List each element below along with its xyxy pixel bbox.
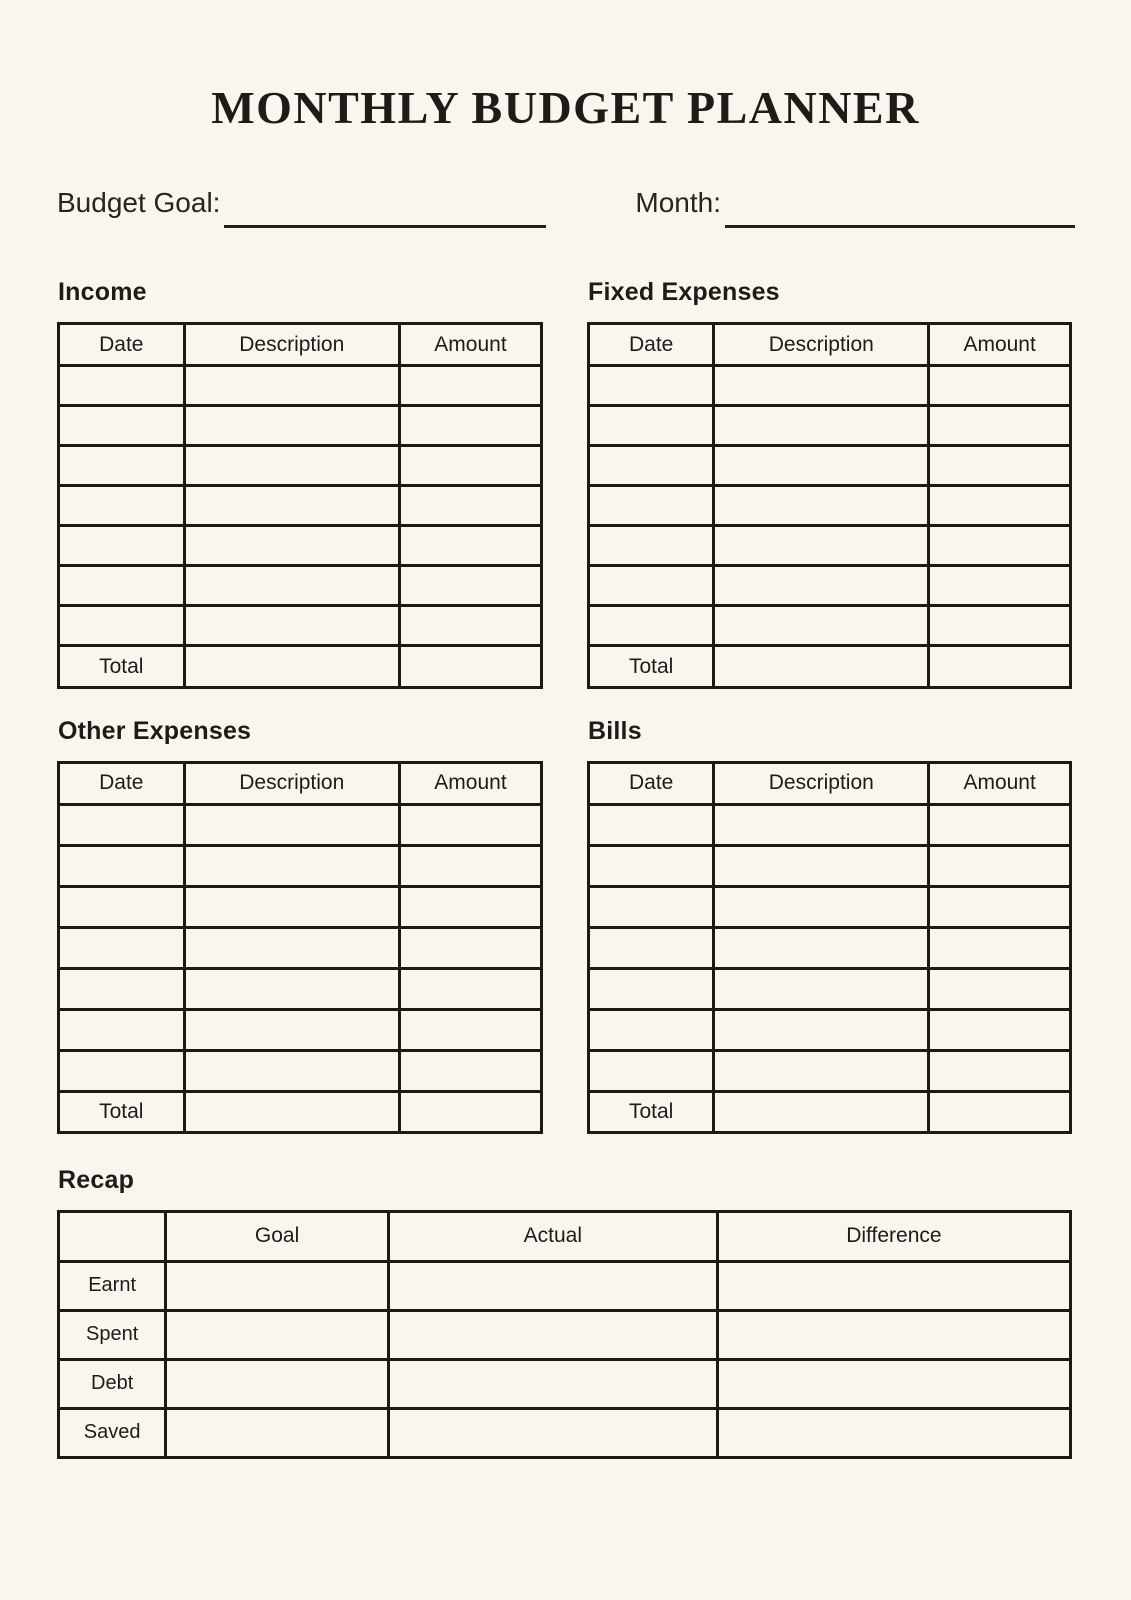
other-expenses-total-amount-cell [399, 1091, 541, 1132]
other-expenses-empty-cell [59, 968, 185, 1009]
bills-empty-cell [589, 1050, 714, 1091]
bills-empty-row [589, 886, 1071, 927]
fixed-expenses-empty-row [589, 566, 1071, 606]
income-empty-row [59, 526, 542, 566]
other-expenses-total-label: Total [59, 1091, 185, 1132]
income-col-description: Description [184, 324, 399, 366]
bills-empty-cell [714, 886, 929, 927]
income-total-label: Total [59, 646, 185, 688]
income-empty-row [59, 606, 542, 646]
fixed-expenses-empty-row [589, 446, 1071, 486]
month-label: Month: [635, 187, 721, 219]
bills-empty-cell [929, 1009, 1071, 1050]
bills-empty-cell [929, 804, 1071, 845]
income-empty-cell [184, 486, 399, 526]
recap-table [57, 1210, 1072, 1459]
fixed-expenses-empty-row [589, 406, 1071, 446]
fixed-expenses-empty-row [589, 526, 1071, 566]
recap-row-label-saved: Saved [59, 1408, 166, 1457]
bills-empty-row [589, 968, 1071, 1009]
income-heading: Income [58, 278, 147, 307]
bills-col-amount: Amount [929, 762, 1071, 804]
recap-empty-cell [166, 1261, 389, 1310]
other-expenses-empty-cell [59, 1050, 185, 1091]
fixed-expenses-empty-cell [929, 566, 1071, 606]
recap-empty-cell [388, 1310, 717, 1359]
income-col-amount: Amount [399, 324, 541, 366]
other-expenses-empty-row [59, 927, 542, 968]
fixed-expenses-empty-cell [589, 486, 714, 526]
bills-empty-cell [929, 1050, 1071, 1091]
budget-tables-grid [57, 278, 1072, 1134]
fixed-expenses-empty-cell [589, 446, 714, 486]
fixed-expenses-empty-row [589, 366, 1071, 406]
bills-empty-cell [589, 968, 714, 1009]
other-expenses-empty-cell [59, 927, 185, 968]
other-expenses-empty-cell [399, 1009, 541, 1050]
bills-empty-cell [714, 804, 929, 845]
bills-empty-cell [929, 968, 1071, 1009]
other-expenses-empty-cell [184, 1050, 399, 1091]
recap-row-spent [59, 1310, 1071, 1359]
income-empty-cell [184, 366, 399, 406]
income-table [57, 322, 543, 689]
recap-row-earnt [59, 1261, 1071, 1310]
other-expenses-empty-cell [59, 845, 185, 886]
bills-empty-row [589, 804, 1071, 845]
section-fixed-expenses [587, 278, 1072, 689]
recap-row-saved [59, 1408, 1071, 1457]
fixed-expenses-empty-cell [929, 486, 1071, 526]
income-empty-row [59, 486, 542, 526]
recap-empty-cell [388, 1359, 717, 1408]
month-line [725, 194, 1075, 228]
recap-empty-cell [717, 1408, 1070, 1457]
recap-header-row [59, 1211, 1071, 1261]
income-empty-cell [399, 566, 541, 606]
recap-empty-cell [166, 1359, 389, 1408]
budget-goal-field [57, 186, 546, 220]
bills-empty-cell [929, 845, 1071, 886]
recap-row-label-earnt: Earnt [59, 1261, 166, 1310]
bills-empty-cell [714, 845, 929, 886]
income-total-row [59, 646, 542, 688]
bills-empty-cell [929, 886, 1071, 927]
recap-row-label-spent: Spent [59, 1310, 166, 1359]
page-title: MONTHLY BUDGET PLANNER [211, 82, 920, 133]
fixed-expenses-empty-cell [714, 406, 929, 446]
other-expenses-empty-cell [184, 804, 399, 845]
fixed-expenses-total-label: Total [589, 646, 714, 688]
other-expenses-empty-cell [59, 886, 185, 927]
fixed-expenses-empty-row [589, 486, 1071, 526]
income-empty-cell [184, 606, 399, 646]
budget-goal-line [224, 194, 546, 228]
recap-empty-cell [717, 1261, 1070, 1310]
section-income [57, 278, 543, 689]
other-expenses-table [57, 761, 543, 1134]
other-expenses-empty-cell [184, 845, 399, 886]
bills-header-row [589, 762, 1071, 804]
bills-total-description-cell [714, 1091, 929, 1132]
fixed-expenses-empty-cell [929, 366, 1071, 406]
income-empty-row [59, 446, 542, 486]
fixed-expenses-total-description-cell [714, 646, 929, 688]
income-empty-cell [59, 406, 185, 446]
fixed-expenses-empty-cell [714, 526, 929, 566]
other-expenses-empty-cell [184, 968, 399, 1009]
bills-empty-cell [714, 968, 929, 1009]
fixed-expenses-empty-cell [589, 526, 714, 566]
bills-empty-cell [589, 845, 714, 886]
income-empty-cell [59, 566, 185, 606]
recap-row-label-debt: Debt [59, 1359, 166, 1408]
fixed-expenses-empty-cell [714, 566, 929, 606]
fixed-expenses-table [587, 322, 1072, 689]
other-expenses-empty-cell [184, 927, 399, 968]
income-empty-cell [399, 526, 541, 566]
bills-empty-row [589, 1009, 1071, 1050]
income-empty-cell [59, 446, 185, 486]
recap-empty-cell [166, 1408, 389, 1457]
fixed-expenses-empty-cell [589, 406, 714, 446]
bills-empty-row [589, 927, 1071, 968]
income-empty-cell [399, 406, 541, 446]
income-empty-cell [399, 446, 541, 486]
fixed-expenses-empty-cell [929, 606, 1071, 646]
bills-empty-cell [714, 1050, 929, 1091]
other-expenses-empty-row [59, 968, 542, 1009]
bills-col-description: Description [714, 762, 929, 804]
other-expenses-empty-cell [399, 845, 541, 886]
section-other-expenses [57, 717, 543, 1134]
income-empty-cell [184, 406, 399, 446]
fixed-expenses-col-date: Date [589, 324, 714, 366]
bills-table [587, 761, 1072, 1134]
month-field [635, 186, 1075, 220]
income-empty-cell [59, 526, 185, 566]
recap-empty-cell [388, 1408, 717, 1457]
other-expenses-empty-cell [399, 886, 541, 927]
income-empty-row [59, 566, 542, 606]
recap-empty-cell [166, 1310, 389, 1359]
income-empty-cell [184, 446, 399, 486]
bills-empty-cell [714, 927, 929, 968]
recap-empty-cell [717, 1310, 1070, 1359]
income-empty-row [59, 366, 542, 406]
other-expenses-empty-cell [184, 886, 399, 927]
other-expenses-empty-row [59, 886, 542, 927]
fixed-expenses-empty-cell [589, 366, 714, 406]
other-expenses-col-amount: Amount [399, 762, 541, 804]
income-empty-cell [59, 606, 185, 646]
fixed-expenses-total-amount-cell [929, 646, 1071, 688]
other-expenses-empty-row [59, 1050, 542, 1091]
bills-empty-row [589, 1050, 1071, 1091]
budget-goal-label: Budget Goal: [57, 187, 221, 219]
other-expenses-total-description-cell [184, 1091, 399, 1132]
fixed-expenses-empty-cell [589, 566, 714, 606]
other-expenses-empty-row [59, 804, 542, 845]
fixed-expenses-heading: Fixed Expenses [588, 278, 780, 307]
bills-empty-row [589, 845, 1071, 886]
section-recap [57, 1166, 1072, 1459]
income-empty-cell [184, 566, 399, 606]
income-total-description-cell [184, 646, 399, 688]
recap-col-goal: Goal [166, 1211, 389, 1261]
fixed-expenses-empty-cell [589, 606, 714, 646]
fixed-expenses-empty-cell [929, 446, 1071, 486]
bills-empty-cell [589, 1009, 714, 1050]
bills-empty-cell [589, 804, 714, 845]
bills-total-label: Total [589, 1091, 714, 1132]
fixed-expenses-empty-cell [714, 366, 929, 406]
income-empty-cell [59, 486, 185, 526]
income-empty-row [59, 406, 542, 446]
section-bills [587, 717, 1072, 1134]
other-expenses-empty-cell [399, 968, 541, 1009]
bills-col-date: Date [589, 762, 714, 804]
fixed-expenses-col-amount: Amount [929, 324, 1071, 366]
fixed-expenses-empty-cell [714, 606, 929, 646]
recap-col-actual: Actual [388, 1211, 717, 1261]
fixed-expenses-empty-cell [929, 406, 1071, 446]
income-col-date: Date [59, 324, 185, 366]
recap-empty-cell [388, 1261, 717, 1310]
other-expenses-empty-cell [399, 1050, 541, 1091]
fixed-expenses-empty-row [589, 606, 1071, 646]
income-empty-cell [59, 366, 185, 406]
other-expenses-empty-cell [399, 804, 541, 845]
bills-empty-cell [714, 1009, 929, 1050]
recap-col-difference: Difference [717, 1211, 1070, 1261]
fixed-expenses-total-row [589, 646, 1071, 688]
recap-col-blank [59, 1211, 166, 1261]
income-empty-cell [399, 486, 541, 526]
other-expenses-empty-cell [184, 1009, 399, 1050]
other-expenses-empty-cell [59, 1009, 185, 1050]
fixed-expenses-col-description: Description [714, 324, 929, 366]
fixed-expenses-empty-cell [714, 446, 929, 486]
recap-empty-cell [717, 1359, 1070, 1408]
fixed-expenses-empty-cell [714, 486, 929, 526]
bills-total-amount-cell [929, 1091, 1071, 1132]
bills-empty-cell [929, 927, 1071, 968]
fill-in-fields-row [57, 186, 1075, 220]
other-expenses-total-row [59, 1091, 542, 1132]
other-expenses-col-date: Date [59, 762, 185, 804]
income-empty-cell [399, 366, 541, 406]
recap-row-debt [59, 1359, 1071, 1408]
bills-empty-cell [589, 927, 714, 968]
other-expenses-heading: Other Expenses [58, 717, 252, 746]
fixed-expenses-header-row [589, 324, 1071, 366]
other-expenses-empty-cell [399, 927, 541, 968]
other-expenses-col-description: Description [184, 762, 399, 804]
recap-heading: Recap [58, 1165, 135, 1194]
other-expenses-empty-row [59, 845, 542, 886]
income-total-amount-cell [399, 646, 541, 688]
income-empty-cell [399, 606, 541, 646]
bills-heading: Bills [588, 717, 642, 746]
fixed-expenses-empty-cell [929, 526, 1071, 566]
income-empty-cell [184, 526, 399, 566]
income-header-row [59, 324, 542, 366]
other-expenses-empty-row [59, 1009, 542, 1050]
bills-total-row [589, 1091, 1071, 1132]
other-expenses-header-row [59, 762, 542, 804]
other-expenses-empty-cell [59, 804, 185, 845]
bills-empty-cell [589, 886, 714, 927]
